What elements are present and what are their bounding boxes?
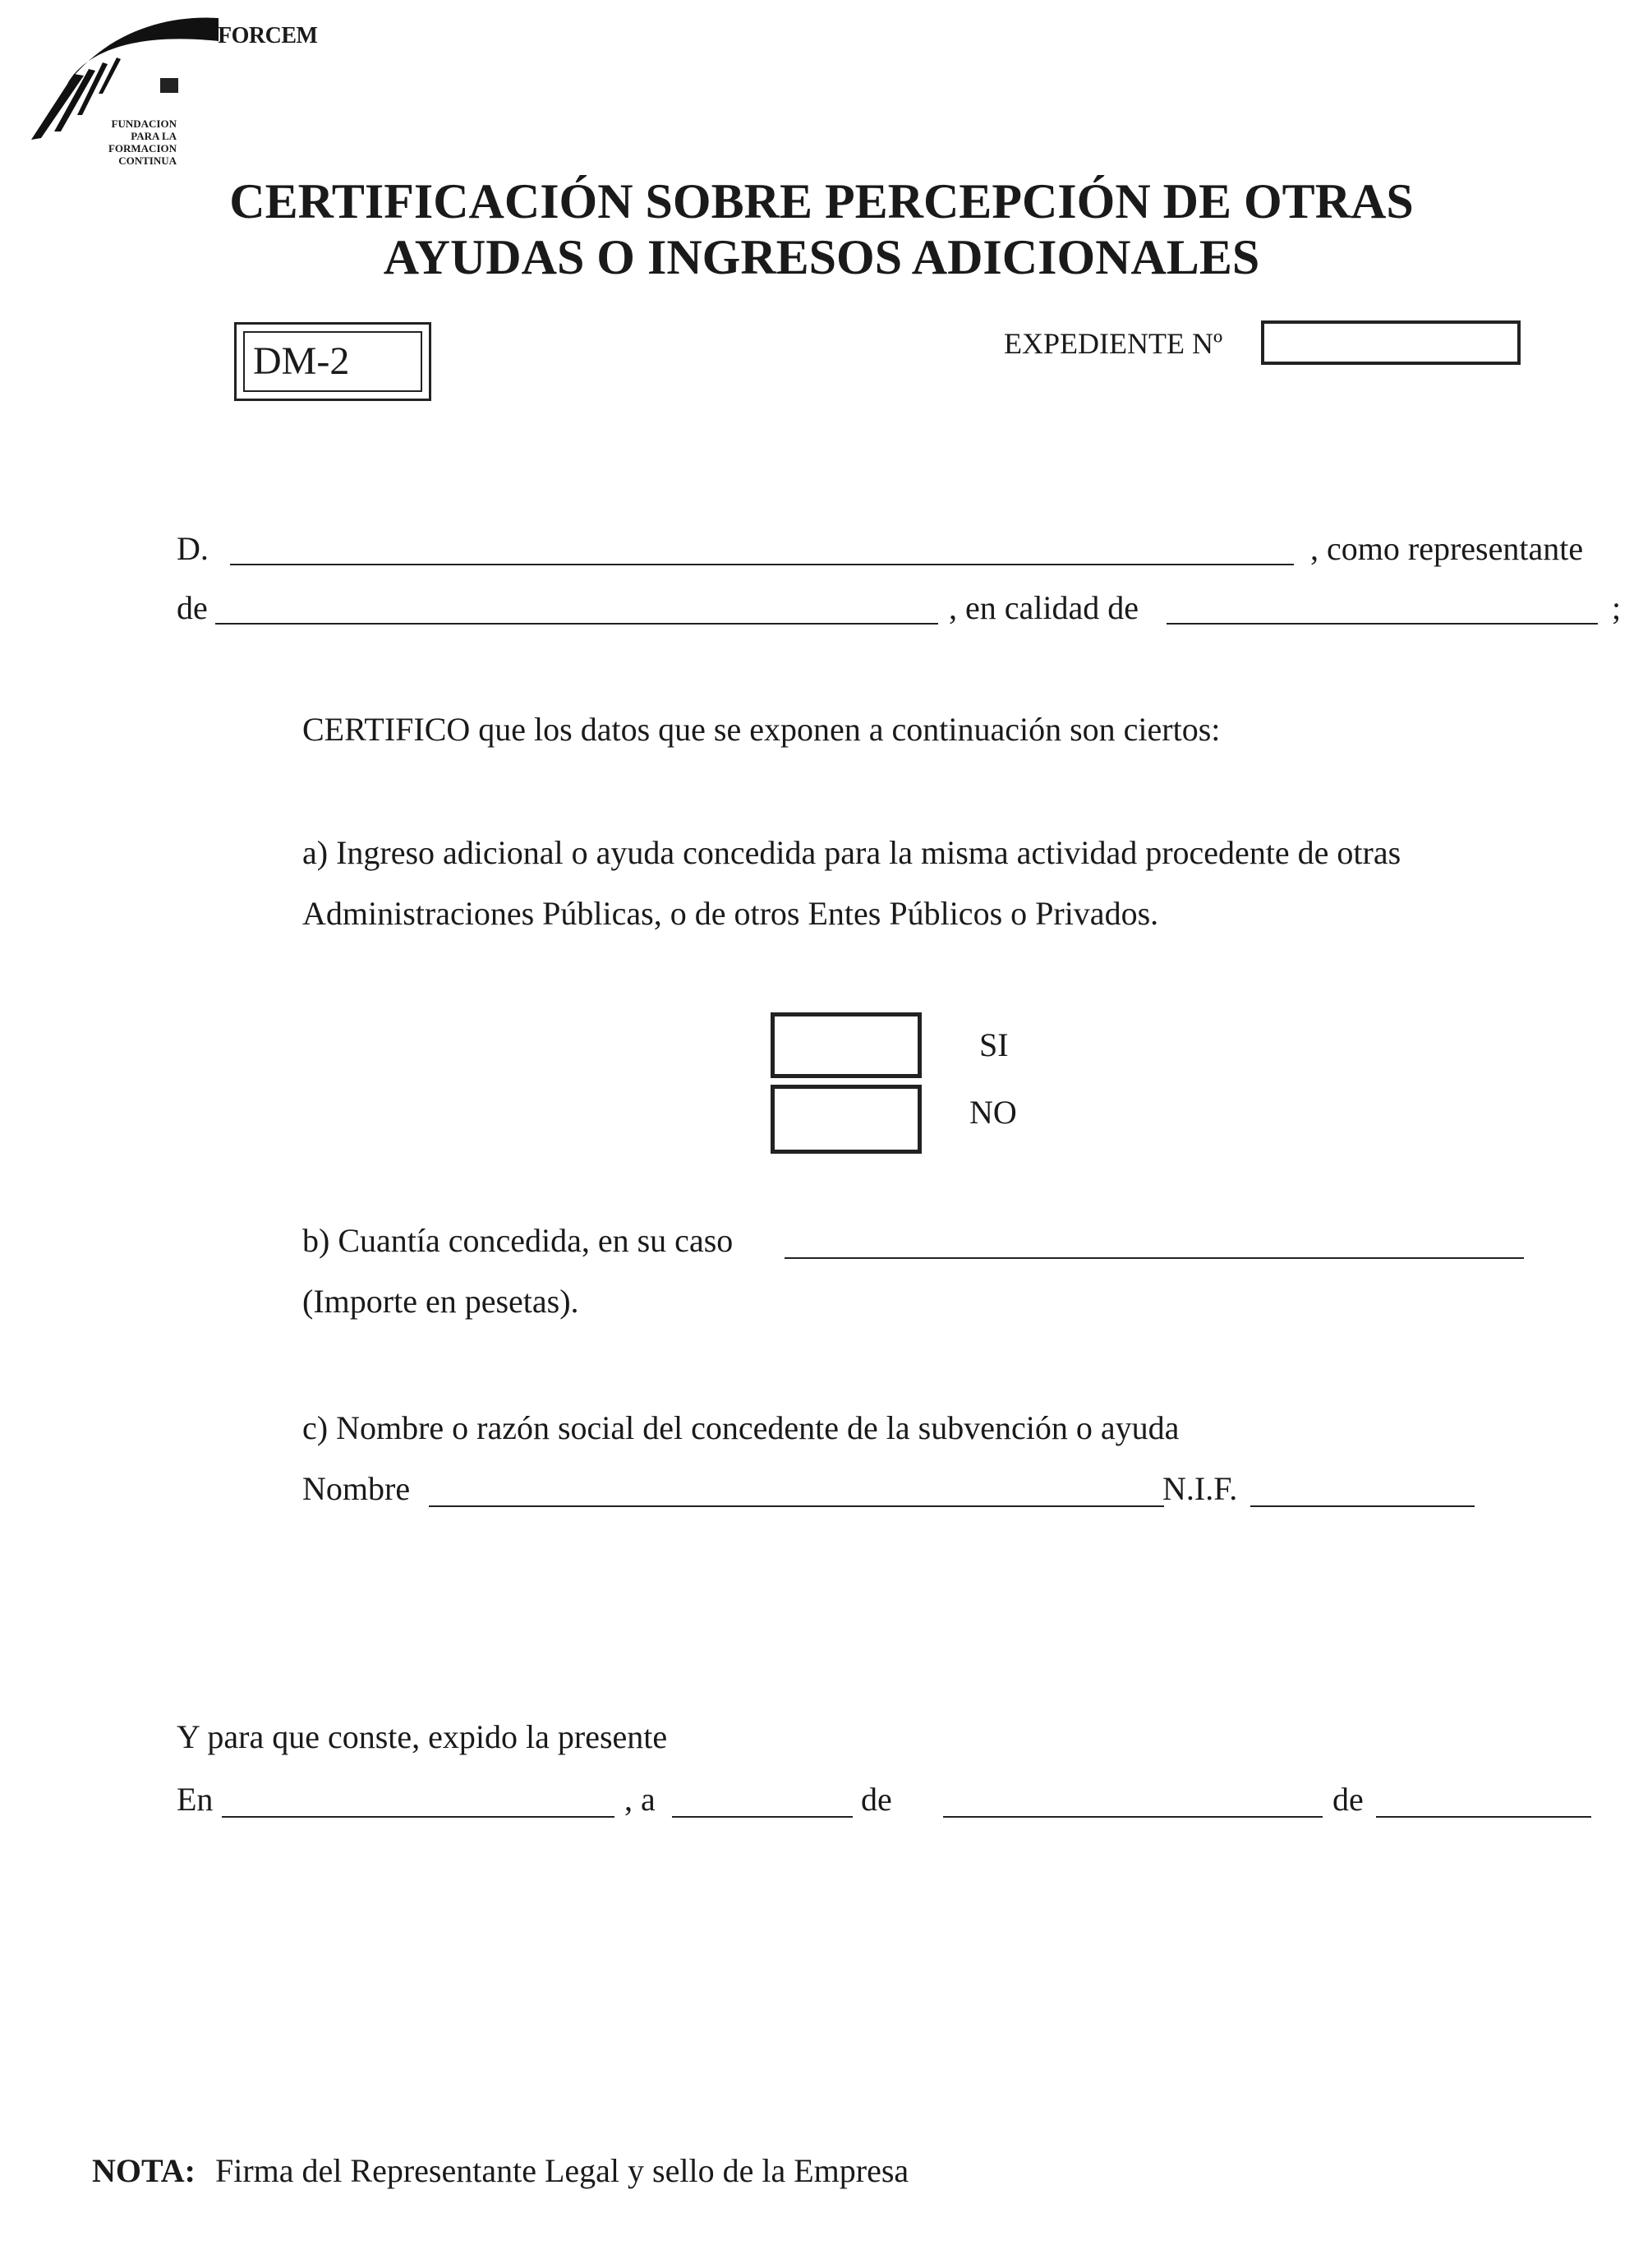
nombre-label: Nombre	[302, 1470, 411, 1507]
calidad-field[interactable]	[1167, 623, 1598, 625]
logo-mark-icon	[160, 78, 178, 93]
section-b-line-2: (Importe en pesetas).	[302, 1283, 579, 1320]
company-field[interactable]	[215, 623, 938, 625]
logo-name: FORCEM	[218, 23, 318, 48]
closing-text: Y para que conste, expido la presente	[177, 1718, 668, 1755]
logo-subtitle-2: PARA LA	[131, 130, 177, 142]
certifico-text: CERTIFICO que los datos que se exponen a continuación son ciertos:	[302, 711, 1221, 748]
si-checkbox[interactable]	[771, 1012, 922, 1078]
a-label: , a	[624, 1781, 656, 1818]
en-calidad-de-label: , en calidad de	[949, 589, 1139, 626]
de-year-label: de	[1332, 1781, 1364, 1818]
de-month-label: de	[861, 1781, 892, 1818]
logo-subtitle-3: FORMACION	[108, 142, 177, 154]
nota-label: NOTA:	[92, 2152, 196, 2189]
d-label: D.	[177, 530, 209, 567]
section-a-line-1: a) Ingreso adicional o ayuda concedida para la misma actividad procedente de otras	[302, 834, 1401, 871]
no-checkbox[interactable]	[771, 1085, 922, 1154]
no-label: NO	[969, 1094, 1017, 1131]
nota-text: Firma del Representante Legal y sello de la Empresa	[215, 2152, 909, 2189]
form-code: DM-2	[243, 331, 422, 392]
expediente-field[interactable]	[1261, 320, 1521, 365]
nombre-field[interactable]	[429, 1505, 1164, 1507]
expediente-label: EXPEDIENTE Nº	[1004, 327, 1223, 360]
si-label: SI	[979, 1026, 1009, 1063]
como-representante-label: , como representante	[1310, 530, 1584, 567]
form-code-box	[234, 322, 431, 401]
title-line-2: AYUDAS O INGRESOS ADICIONALES	[383, 230, 1260, 284]
year-field[interactable]	[1376, 1816, 1591, 1818]
semicolon-label: ;	[1612, 589, 1622, 626]
de-label: de	[177, 589, 208, 626]
nif-field[interactable]	[1250, 1505, 1475, 1507]
section-a-line-2: Administraciones Públicas, o de otros Entes Públicos o Privados.	[302, 895, 1159, 932]
logo-subtitle-4: CONTINUA	[118, 154, 177, 167]
logo-subtitle-1: FUNDACION	[111, 118, 177, 130]
place-field[interactable]	[222, 1816, 614, 1818]
nif-label: N.I.F.	[1162, 1470, 1238, 1507]
cuantia-field[interactable]	[785, 1257, 1524, 1259]
section-b-line-1: b) Cuantía concedida, en su caso	[302, 1222, 734, 1259]
section-c-line-1: c) Nombre o razón social del concedente de la subvención o ayuda	[302, 1409, 1180, 1446]
day-field[interactable]	[672, 1816, 853, 1818]
month-field[interactable]	[943, 1816, 1323, 1818]
title-line-1: CERTIFICACIÓN SOBRE PERCEPCIÓN DE OTRAS	[229, 174, 1414, 228]
d-name-field[interactable]	[230, 564, 1294, 565]
en-label: En	[177, 1781, 214, 1818]
